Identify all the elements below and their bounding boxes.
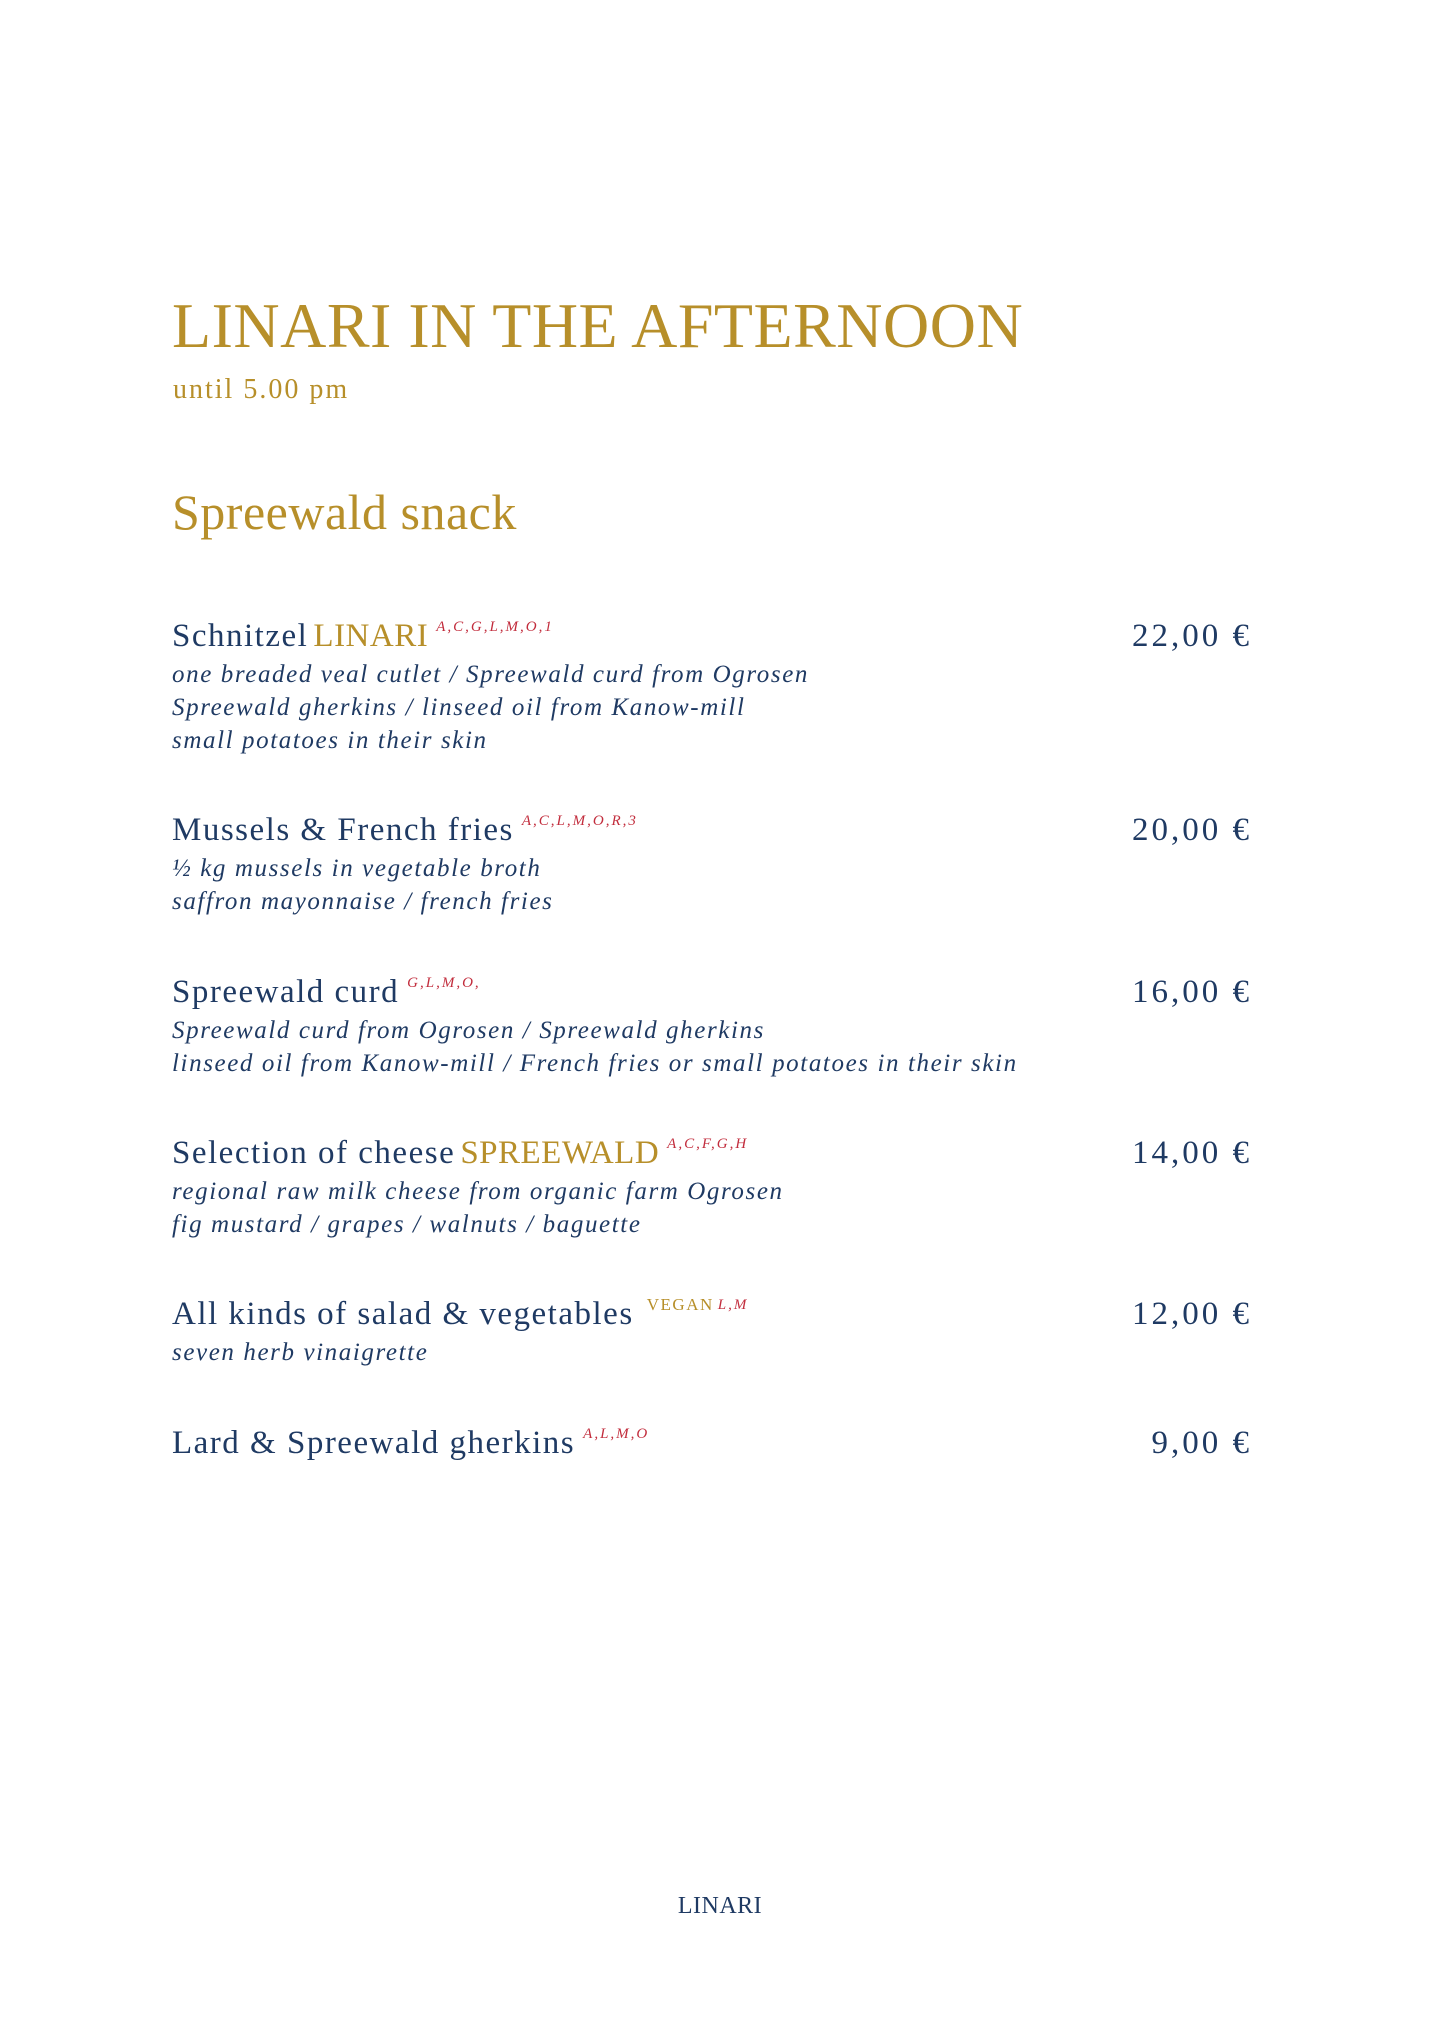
menu-item-spreewald-curd: [172, 970, 1252, 1080]
allergen-codes: G,L,M,O,: [407, 975, 481, 991]
item-description-line: one breaded veal cutlet / Spreewald curd from Ogrosen: [172, 661, 809, 688]
menu-item-header: [172, 970, 1252, 1014]
item-description-line: linseed oil from Kanow-mill / French fries or small potatoes in their skin: [172, 1050, 1018, 1077]
menu-item-header: [172, 614, 1252, 658]
item-brand: LINARI: [313, 618, 429, 654]
allergen-codes: A,C,L,M,O,R,3: [521, 813, 638, 829]
menu-item-header: [172, 1421, 1252, 1465]
item-description-line: small potatoes in their skin: [172, 727, 488, 754]
allergen-codes: A,C,F,G,H: [667, 1136, 749, 1152]
item-name: Spreewald curd: [172, 974, 400, 1010]
section-title: Spreewald snack: [172, 484, 517, 540]
item-name: Lard & Spreewald gherkins: [172, 1425, 576, 1461]
menu-item-lard: [172, 1421, 1252, 1465]
menu-item-header: [172, 1292, 1252, 1336]
item-name: Schnitzel: [172, 618, 309, 654]
item-description-line: Spreewald curd from Ogrosen / Spreewald gherkins: [172, 1017, 765, 1044]
item-price: 12,00 €: [1132, 1296, 1252, 1332]
item-price: 9,00 €: [1151, 1425, 1252, 1461]
item-brand: SPREEWALD: [460, 1135, 660, 1171]
item-name: Mussels & French fries: [172, 812, 514, 848]
allergen-codes: A,L,M,O: [583, 1426, 650, 1442]
menu-item-salad: [172, 1292, 1252, 1369]
menu-item-schnitzel: [172, 614, 1252, 757]
item-price: 16,00 €: [1132, 974, 1252, 1010]
item-description-line: fig mustard / grapes / walnuts / baguette: [172, 1211, 642, 1238]
item-description-line: Spreewald gherkins / linseed oil from Kanow-mill: [172, 694, 746, 721]
item-description-line: regional raw milk cheese from organic farm Ogrosen: [172, 1178, 784, 1205]
allergen-codes: A,C,G,L,M,O,1: [436, 619, 554, 635]
allergen-codes: L,M: [717, 1297, 749, 1313]
menu-item-cheese-selection: [172, 1131, 1252, 1241]
item-price: 22,00 €: [1132, 618, 1252, 654]
item-name: All kinds of salad & vegetables: [172, 1296, 634, 1332]
opening-hours: until 5.00 pm: [173, 374, 350, 405]
menu-item-header: [172, 808, 1252, 852]
item-description-line: ½ kg mussels in vegetable broth: [172, 855, 542, 882]
item-name: Selection of cheese: [172, 1135, 456, 1171]
item-description-line: saffron mayonnaise / french fries: [172, 888, 554, 915]
item-price: 14,00 €: [1132, 1135, 1252, 1171]
item-price: 20,00 €: [1132, 812, 1252, 848]
vegan-tag: VEGAN: [646, 1295, 714, 1314]
menu-item-mussels: [172, 808, 1252, 918]
item-description-line: seven herb vinaigrette: [172, 1339, 429, 1366]
page-title: LINARI IN THE AFTERNOON: [172, 290, 1024, 361]
menu-item-header: [172, 1131, 1252, 1175]
footer-brand: LINARI: [677, 1893, 763, 1919]
